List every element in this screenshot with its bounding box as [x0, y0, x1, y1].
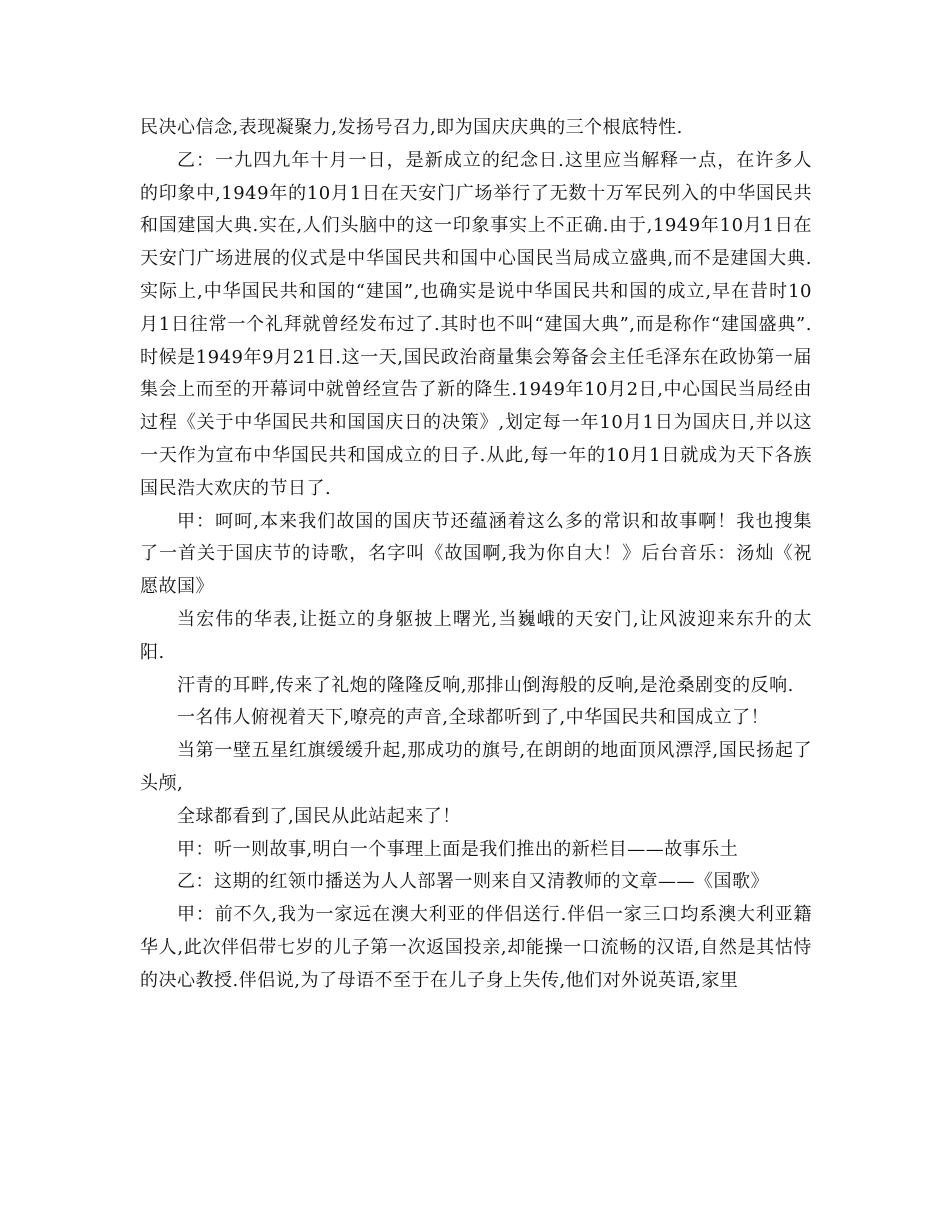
- paragraph: 乙：一九四九年十月一日，是新成立的纪念日.这里应当解释一点，在许多人的印象中,1949年的10月1日在天安门广场举行了无数十万军民列入的中华国民共和国建国大典.实在,人们头脑中的这一印象事实上不正确.由于,1949年10月1日在天安门广场进展的仪式是中华国民共和国中心国民当局成立盛典,而不是建国大典.实际上,中华国民共和国的“建国”,也确实是说中华国民共和国的成立,早在昔时10月1日往常一个礼拜就曾经发布过了.其时也不叫“建国大典”,而是称作“建国盛典”.时候是1949年9月21日.这一天,国民政治商量集会筹备会主任毛泽东在政协第一届集会上而至的开幕词中就曾经宣告了新的降生.1949年10月2日,中心国民当局经由过程《关于中华国民共和国国庆日的决策》,划定每一年10月1日为国庆日,并以这一天作为宣布中华国民共和国成立的日子.从此,每一年的10月1日就成为天下各族国民浩大欢庆的节日了.: [140, 149, 812, 499]
- paragraph: 当第一壁五星红旗缓缓升起,那成功的旗号,在朗朗的地面顶风漂浮,国民扬起了头颅,: [140, 740, 812, 794]
- paragraph: 甲：前不久,我为一家远在澳大利亚的伴侣送行.伴侣一家三口均系澳大利亚籍华人,此次伴侣带七岁的儿子第一次返国投亲,却能操一口流畅的汉语,自然是其怙恃的决心教授.伴侣说,为了母语不至于在儿子身上失传,他们对外说英语,家里: [140, 904, 812, 991]
- document-body: [140, 112, 812, 998]
- paragraph: 汗青的耳畔,传来了礼炮的隆隆反响,那排山倒海般的反响,是沧桑剧变的反响.: [177, 674, 794, 696]
- paragraph: 乙：这期的红领巾播送为人人部署一则来自又清教师的文章——《国歌》: [177, 871, 769, 893]
- paragraph: 甲：听一则故事,明白一个事理上面是我们推出的新栏目——故事乐土: [177, 838, 739, 860]
- paragraph: 甲：呵呵,本来我们故国的国庆节还蕴涵着这么多的常识和故事啊！我也搜集了一首关于国庆节的诗歌，名字叫《故国啊,我为你自大！》后台音乐：汤灿《祝愿故国》: [140, 510, 812, 598]
- paragraph: 一名伟人俯视着天下,嘹亮的声音,全球都听到了,中华国民共和国成立了！: [177, 707, 770, 729]
- paragraph: 民决心信念,表现凝聚力,发扬号召力,即为国庆庆典的三个根底特性.: [140, 117, 683, 138]
- paragraph: 当宏伟的华表,让挺立的身躯披上曙光,当巍峨的天安门,让风波迎来东升的太阳.: [140, 608, 812, 663]
- paragraph: 全球都看到了,国民从此站起来了！: [177, 805, 461, 827]
